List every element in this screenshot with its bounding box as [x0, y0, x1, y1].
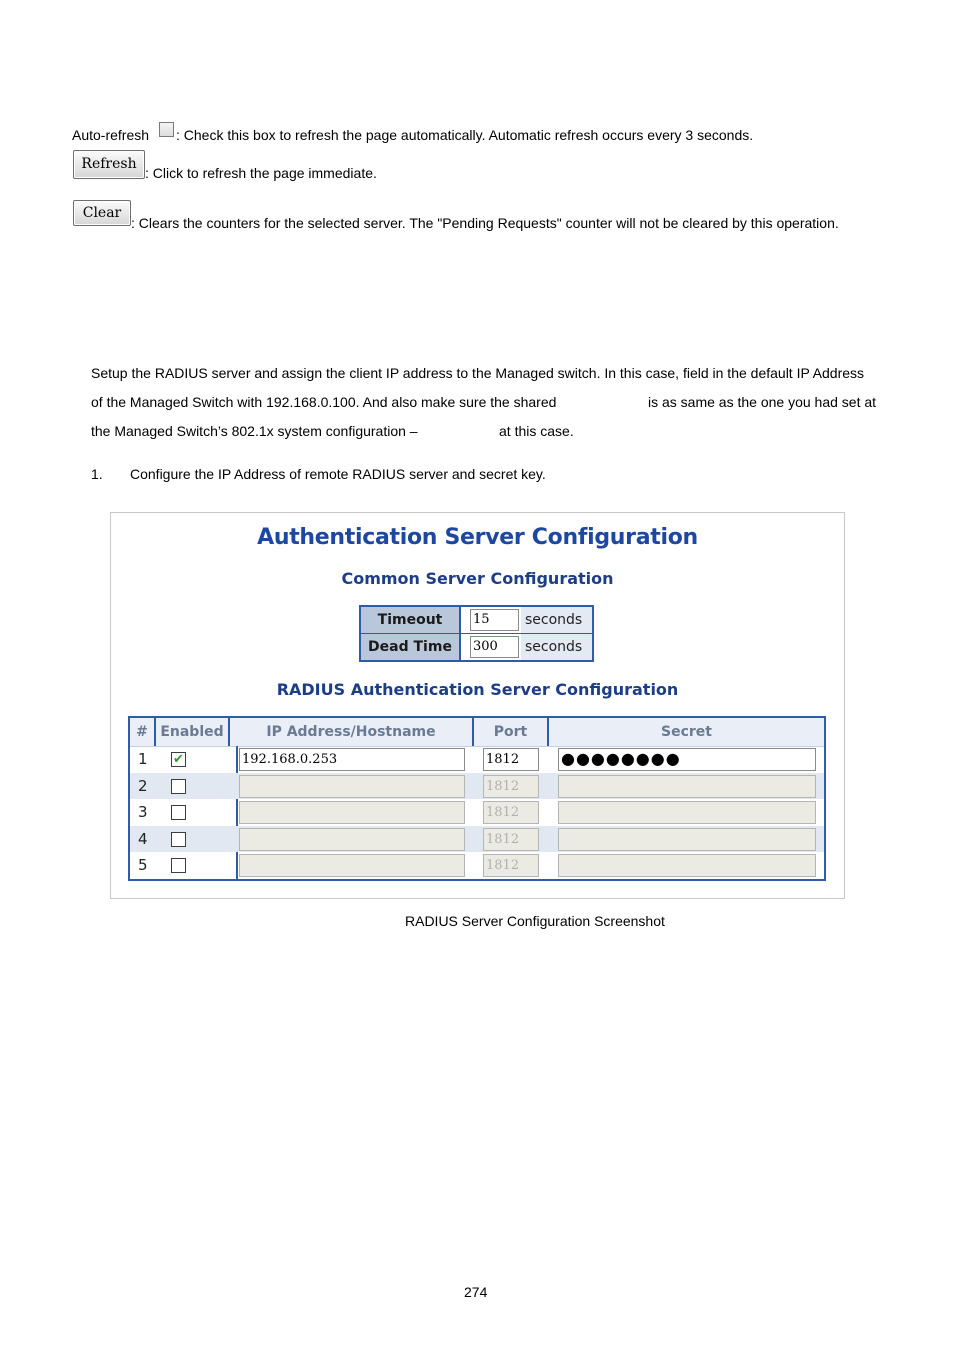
auto-refresh-description: : Check this box to refresh the page automatically. Automatic refresh occurs every 3 seconds. [176, 127, 754, 143]
table-row [130, 826, 824, 853]
common-section-title: Common Server Configuration [341, 569, 614, 588]
common-config-table [359, 605, 594, 662]
dead-time-row [361, 634, 592, 660]
enabled-checkbox[interactable] [171, 805, 186, 820]
secret-input[interactable] [558, 854, 816, 877]
column-header-enabled: Enabled [156, 718, 230, 746]
ip-input[interactable] [239, 828, 465, 851]
timeout-row [361, 607, 592, 633]
port-input[interactable]: 1812 [483, 748, 539, 771]
timeout-label: Timeout [361, 607, 461, 633]
timeout-unit: seconds [521, 607, 592, 633]
row-number: 1 [138, 750, 148, 768]
column-header-number: # [130, 718, 156, 746]
secret-input[interactable] [558, 775, 816, 798]
page-number: 274 [464, 1284, 488, 1300]
radius-section-title: RADIUS Authentication Server Configuration [276, 680, 679, 699]
ip-input[interactable] [239, 854, 465, 877]
row-number: 4 [138, 829, 148, 848]
column-header-port: Port [474, 718, 549, 746]
column-header-secret: Secret [661, 724, 712, 740]
body-line-2a: of the Managed Switch with 192.168.0.100. And also make sure the shared [91, 394, 557, 410]
enabled-checkbox[interactable] [171, 779, 186, 794]
row-number: 2 [138, 776, 148, 795]
enabled-checkbox[interactable] [171, 858, 186, 873]
dead-time-label: Dead Time [361, 634, 461, 660]
table-row [130, 799, 824, 826]
enabled-checkbox[interactable] [171, 832, 186, 847]
secret-input[interactable] [558, 828, 816, 851]
auto-refresh-label: Auto-refresh [72, 127, 150, 143]
dead-time-unit: seconds [521, 634, 592, 660]
clear-button[interactable]: Clear [73, 200, 131, 226]
body-line-2b: is as same as the one you had set at [648, 394, 877, 410]
step-number: 1. [91, 466, 103, 482]
port-input[interactable]: 1812 [483, 775, 539, 798]
ip-input[interactable] [239, 801, 465, 824]
body-line-3b: at this case. [499, 423, 574, 439]
timeout-input[interactable]: 15 [470, 609, 519, 631]
row-number: 3 [138, 803, 148, 821]
port-input[interactable]: 1812 [483, 828, 539, 851]
dead-time-input[interactable]: 300 [470, 636, 519, 658]
table-row [130, 746, 824, 773]
port-input[interactable]: 1812 [483, 801, 539, 824]
page-title: Authentication Server Configuration [257, 525, 698, 550]
config-screenshot [110, 512, 845, 899]
step-text: Configure the IP Address of remote RADIUS server and secret key. [130, 466, 546, 482]
table-row [130, 852, 824, 879]
column-header-ip: IP Address/Hostname [230, 718, 474, 746]
row-number: 5 [138, 856, 148, 874]
port-input[interactable]: 1812 [483, 854, 539, 877]
enabled-checkbox[interactable]: ✔ [171, 752, 186, 767]
ip-input[interactable] [239, 775, 465, 798]
refresh-description: : Click to refresh the page immediate. [145, 165, 377, 181]
auto-refresh-checkbox[interactable] [159, 122, 174, 137]
secret-input[interactable] [558, 801, 816, 824]
clear-description: : Clears the counters for the selected server. The "Pending Requests" counter will not be cleared by this operation. [131, 215, 839, 231]
table-row [130, 773, 824, 800]
figure-caption: RADIUS Server Configuration Screenshot [405, 913, 665, 929]
ip-input[interactable]: 192.168.0.253 [239, 748, 465, 771]
body-line-3a: the Managed Switch’s 802.1x system configuration – [91, 423, 418, 439]
secret-input[interactable]: ●●●●●●●● [558, 748, 816, 771]
refresh-button[interactable]: Refresh [73, 150, 145, 179]
table-header [130, 718, 824, 747]
radius-server-table [128, 716, 826, 881]
body-line-1: Setup the RADIUS server and assign the client IP address to the Managed switch. In this case, field in the default IP Address [91, 365, 865, 381]
